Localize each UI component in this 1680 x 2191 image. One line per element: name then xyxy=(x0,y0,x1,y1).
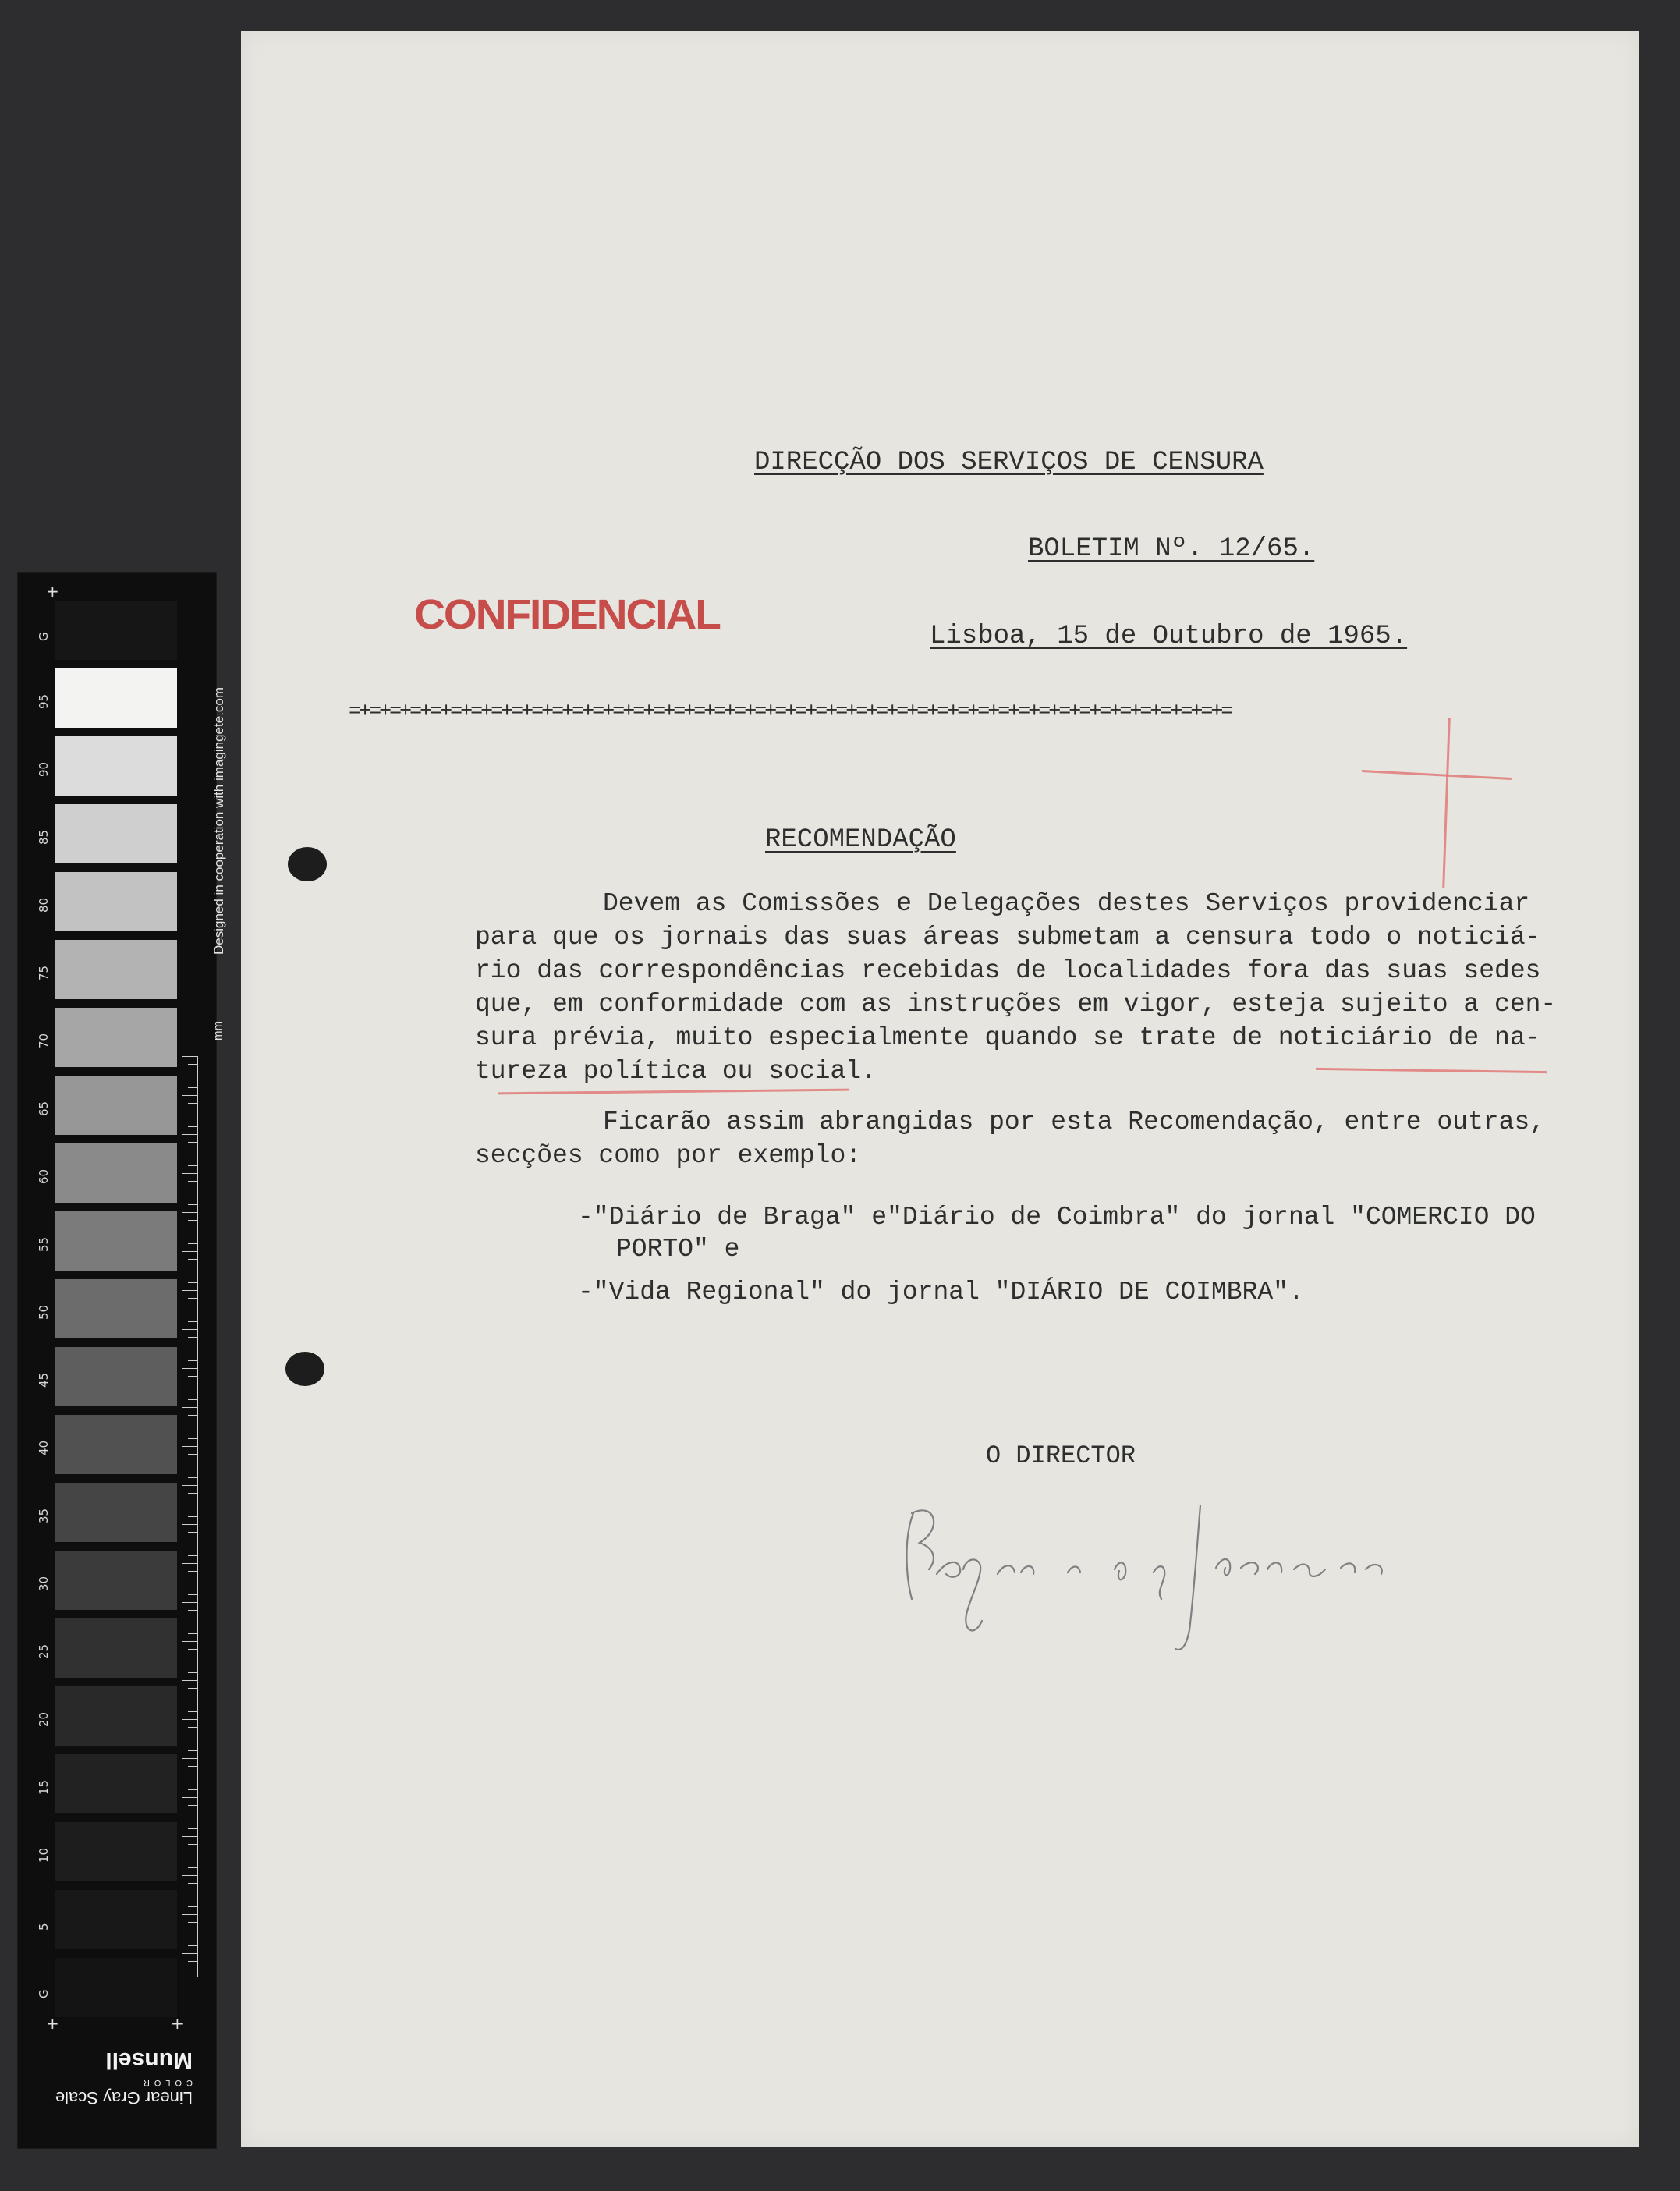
paragraph-line: que, em conformidade com as instruções em vigor, esteja sujeito a cen- xyxy=(475,990,1557,1019)
gray-patch xyxy=(55,1415,177,1474)
gray-patch xyxy=(55,1551,177,1610)
ruler-tick xyxy=(188,1867,197,1868)
gray-patch xyxy=(55,1754,177,1813)
gray-patch xyxy=(55,1279,177,1338)
gray-patch xyxy=(55,1347,177,1406)
paragraph-line: Devem as Comissões e Delegações destes Serviços providenciar xyxy=(603,889,1530,918)
gray-patch xyxy=(55,1143,177,1203)
scale-unit: mm xyxy=(211,1021,225,1041)
registration-mark: + xyxy=(171,2014,184,2033)
scale-credit: Designed in cooperation with imagingete.com xyxy=(211,686,226,955)
ruler-tick xyxy=(188,1360,197,1361)
gray-patch xyxy=(55,1483,177,1542)
ruler-tick xyxy=(182,1836,197,1837)
ruler-tick xyxy=(188,1298,197,1299)
ruler-tick xyxy=(182,1758,197,1759)
gray-patch xyxy=(55,1211,177,1271)
ruler-tick xyxy=(188,1220,197,1221)
ruler-tick xyxy=(182,1563,197,1564)
handwritten-signature xyxy=(888,1482,1481,1669)
ruler-tick xyxy=(188,1672,197,1673)
document-page xyxy=(241,31,1639,2147)
ruler-tick xyxy=(182,1251,197,1252)
ruler-tick xyxy=(188,1415,197,1416)
ruler-tick xyxy=(182,1368,197,1369)
paragraph-line: sura prévia, muito especialmente quando se trate de noticiário de na- xyxy=(475,1023,1541,1052)
ruler-tick xyxy=(182,1446,197,1447)
registration-mark: + xyxy=(46,2014,59,2033)
ruler-tick xyxy=(182,1680,197,1681)
red-underline xyxy=(498,1089,849,1095)
signatory-title: O DIRECTOR xyxy=(986,1441,1136,1470)
ruler-tick xyxy=(188,1610,197,1611)
ruler-tick xyxy=(188,1064,197,1065)
bulletin-number: BOLETIM Nº. 12/65. xyxy=(1028,534,1315,564)
paragraph-line: rio das correspondências recebidas de localidades fora das suas sedes xyxy=(475,956,1541,985)
red-underline xyxy=(1316,1068,1547,1073)
section-title: RECOMENDAÇÃO xyxy=(765,825,956,855)
ruler-tick xyxy=(182,1407,197,1408)
ruler-tick xyxy=(188,1126,197,1127)
ruler-tick xyxy=(188,1571,197,1572)
ruler-tick xyxy=(188,1844,197,1845)
ruler-tick xyxy=(188,1493,197,1494)
ruler-tick xyxy=(182,1719,197,1720)
gray-patch xyxy=(55,940,177,999)
ruler-tick xyxy=(182,1134,197,1135)
gray-patch xyxy=(55,804,177,863)
ruler-tick xyxy=(188,1321,197,1322)
ruler-tick xyxy=(182,1290,197,1291)
gray-patch xyxy=(55,1008,177,1067)
gray-patch xyxy=(55,736,177,796)
confidential-stamp: CONFIDENCIAL xyxy=(414,591,720,638)
mm-ruler xyxy=(197,1056,198,1977)
ruler-tick xyxy=(188,1922,197,1923)
ruler-tick xyxy=(188,1750,197,1751)
ruler-tick xyxy=(188,1649,197,1650)
gray-patch xyxy=(55,1076,177,1135)
ruler-tick xyxy=(188,1516,197,1517)
ruler-tick xyxy=(188,1633,197,1634)
ruler-tick xyxy=(188,1477,197,1478)
ruler-tick xyxy=(188,1103,197,1104)
ruler-tick xyxy=(188,1883,197,1884)
ruler-tick xyxy=(188,1711,197,1712)
ruler-tick xyxy=(182,1173,197,1174)
ruler-tick xyxy=(188,1243,197,1244)
ruler-tick xyxy=(188,1438,197,1439)
ruler-tick xyxy=(188,1555,197,1556)
ruler-tick xyxy=(182,1485,197,1486)
ruler-tick xyxy=(182,1953,197,1954)
ruler-tick xyxy=(182,1641,197,1642)
ruler-tick xyxy=(188,1165,197,1166)
separator-line: =+=+=+=+=+=+=+=+=+=+=+=+=+=+=+=+=+=+=+=+=+=+=+=+=+=+=+=+=+=+=+=+=+=+=+=+=+=+=+=+=+=+=+= xyxy=(349,700,1232,724)
ruler-tick xyxy=(182,1797,197,1798)
ruler-tick xyxy=(188,1142,197,1143)
gray-scale-card: G 95 90 85 80 75 70 65 60 55 50 45 40 35 30 25 20 15 10 5 G + + + Designed in cooperation with imagingete.com mm Linear Gray Scale COLOR Munsell xyxy=(17,572,217,2149)
paragraph-line: para que os jornais das suas áreas submetam a censura todo o noticiá- xyxy=(475,923,1541,952)
paragraph-line: tureza política ou social. xyxy=(475,1057,877,1086)
paragraph-line: secções como por exemplo: xyxy=(475,1141,862,1170)
ruler-tick xyxy=(188,1532,197,1533)
gray-patch xyxy=(55,1890,177,1949)
gray-patch xyxy=(55,668,177,728)
red-pencil-mark xyxy=(1362,770,1512,780)
gray-patch xyxy=(55,872,177,931)
munsell-brand xyxy=(52,2047,193,2108)
ruler-tick xyxy=(182,1524,197,1525)
gray-patch xyxy=(55,1618,177,1678)
ruler-tick xyxy=(182,1914,197,1915)
place-date: Lisboa, 15 de Outubro de 1965. xyxy=(930,622,1408,651)
ruler-tick xyxy=(182,1875,197,1876)
gray-patch xyxy=(55,1958,177,2017)
punch-hole xyxy=(285,1352,324,1386)
ruler-tick xyxy=(188,1181,197,1182)
ruler-tick xyxy=(182,1095,197,1096)
ruler-tick xyxy=(182,1056,197,1057)
ruler-tick xyxy=(188,1906,197,1907)
list-item: -"Vida Regional" do jornal "DIÁRIO DE COIMBRA". xyxy=(578,1278,1304,1306)
gray-patch xyxy=(55,601,177,660)
ruler-tick xyxy=(188,1805,197,1806)
ruler-tick xyxy=(188,1337,197,1338)
ruler-tick xyxy=(188,1789,197,1790)
ruler-tick xyxy=(188,1688,197,1689)
ruler-tick xyxy=(188,1454,197,1455)
header-organization: DIRECÇÃO DOS SERVIÇOS DE CENSURA xyxy=(754,448,1264,477)
punch-hole xyxy=(288,847,327,881)
ruler-tick xyxy=(188,1594,197,1595)
list-item-continuation: PORTO" e xyxy=(616,1235,740,1264)
scale-title: Linear Gray Scale xyxy=(55,2088,193,2108)
gray-patch xyxy=(55,1686,177,1746)
ruler-tick xyxy=(188,1766,197,1767)
ruler-tick xyxy=(182,1329,197,1330)
ruler-tick xyxy=(188,1087,197,1088)
brand-sub: COLOR xyxy=(138,2078,193,2087)
ruler-tick xyxy=(188,1282,197,1283)
ruler-tick xyxy=(188,1204,197,1205)
list-item: -"Diário de Braga" e"Diário de Coimbra" do jornal "COMERCIO DO xyxy=(578,1203,1536,1232)
red-pencil-mark xyxy=(1442,718,1451,888)
ruler-tick xyxy=(188,1945,197,1946)
paragraph-line: Ficarão assim abrangidas por esta Recomendação, entre outras, xyxy=(603,1108,1545,1136)
registration-mark: + xyxy=(46,582,59,601)
ruler-tick xyxy=(188,1727,197,1728)
ruler-tick xyxy=(182,1212,197,1213)
ruler-tick xyxy=(188,1961,197,1962)
ruler-tick xyxy=(182,1602,197,1603)
brand-logo: Munsell xyxy=(105,2047,193,2073)
ruler-tick xyxy=(188,1828,197,1829)
ruler-tick xyxy=(188,1399,197,1400)
ruler-tick xyxy=(188,1259,197,1260)
gray-patch xyxy=(55,1822,177,1881)
ruler-tick xyxy=(188,1376,197,1377)
